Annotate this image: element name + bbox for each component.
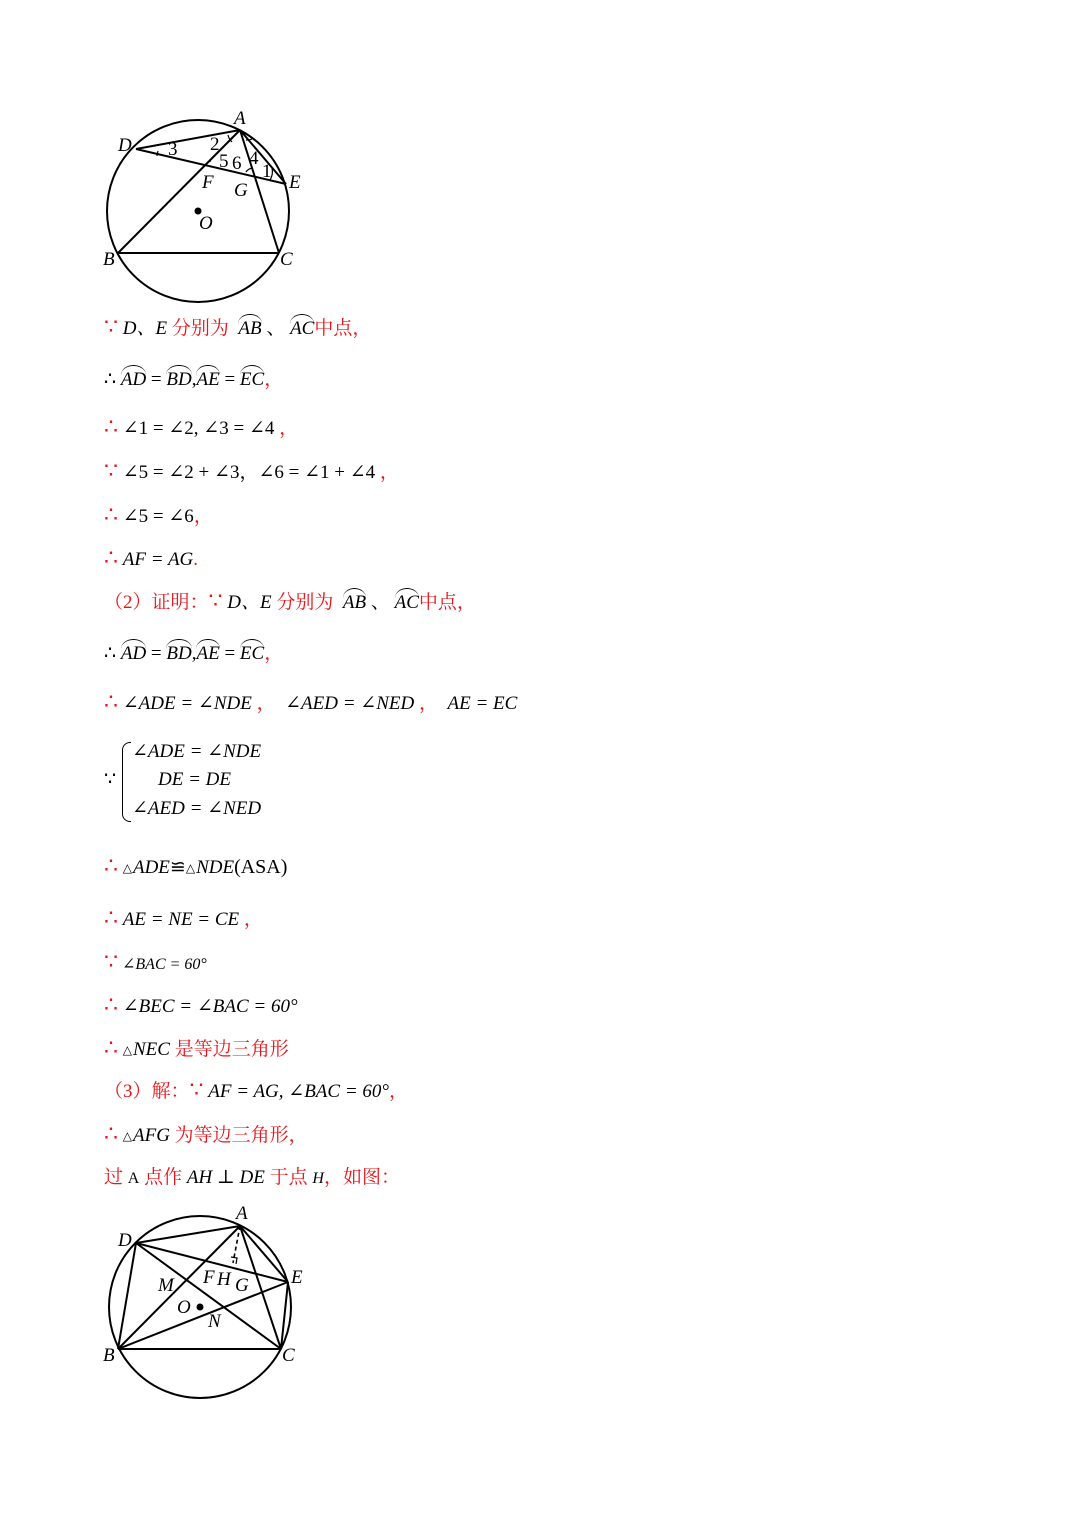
triangle-icon: △ <box>122 1129 132 1143</box>
line-afg-equilateral: ∴ △AFG 为等边三角形， <box>104 1121 308 1146</box>
angle-6: 6 <box>232 153 242 174</box>
line-ae-ne-ce: ∴ AE = NE = CE ， <box>104 905 263 930</box>
line-part3-solution: （3）解：∵ AF = AG, ∠BAC = 60°， <box>104 1077 409 1102</box>
label-g-2: G <box>235 1275 249 1296</box>
congruence-conditions: ∵ ∠ADE = ∠NDE DE = DE ∠AED = ∠NED <box>104 740 404 824</box>
line-angle-ade-nde: ∴ ∠ADE = ∠NDE ， ∠AED = ∠NED ， AE = EC <box>104 689 518 714</box>
label-o-2: O <box>177 1297 191 1318</box>
label-h-2: H <box>217 1269 231 1290</box>
line-angle-equalities: ∴ ∠1 = ∠2, ∠3 = ∠4 ， <box>104 414 299 439</box>
label-a: A <box>234 108 246 129</box>
label-b: B <box>103 249 115 270</box>
label-a-2: A <box>236 1203 248 1224</box>
label-m-2: M <box>158 1275 174 1296</box>
angle-1: 1 <box>262 161 272 182</box>
line-angle-bac: ∵ ∠BAC = 60° <box>104 949 207 974</box>
label-c: C <box>280 249 293 270</box>
line-arc-equalities-2: ∴ AD = BD,AE = EC， <box>104 638 283 667</box>
label-g: G <box>234 180 248 201</box>
label-d-2: D <box>118 1230 132 1251</box>
line-angle5-eq-angle6: ∴ ∠5 = ∠6， <box>104 502 213 527</box>
line-nec-equilateral: ∴ △NEC 是等边三角形 <box>104 1035 289 1060</box>
label-e-2: E <box>291 1267 303 1288</box>
angle-2: 2 <box>210 134 220 155</box>
label-f-2: F <box>203 1267 215 1288</box>
line-arc-equalities: ∴ AD = BD,AE = EC， <box>104 364 283 393</box>
figure-circle-1 <box>100 105 310 305</box>
label-o: O <box>199 213 213 234</box>
label-b-2: B <box>103 1345 115 1366</box>
left-brace <box>122 742 131 822</box>
label-f: F <box>202 172 214 193</box>
line-congruent-triangles: ∴ △ADE≌△NDE(ASA) <box>104 853 288 878</box>
line-construct-ah: 过 A 点作 AH ⊥ DE 于点 H，如图： <box>104 1167 400 1188</box>
line-angle-bec: ∴ ∠BEC = ∠BAC = 60° <box>104 992 298 1017</box>
line-exterior-angles: ∵ ∠5 = ∠2 + ∠3，∠6 = ∠1 + ∠4 ， <box>104 458 399 483</box>
label-c-2: C <box>282 1345 295 1366</box>
angle-3: 3 <box>168 139 178 160</box>
triangle-icon: △ <box>185 861 196 875</box>
triangle-icon: △ <box>122 861 132 875</box>
line-af-eq-ag: ∴ AF = AG. <box>104 545 199 570</box>
angle-5: 5 <box>219 151 229 172</box>
triangle-icon: △ <box>122 1043 132 1057</box>
angle-4: 4 <box>249 148 259 169</box>
label-d: D <box>118 135 132 156</box>
line-given-midpoints: ∵ D、E 分别为 AB 、 AC中点， <box>104 314 372 339</box>
label-n-2: N <box>208 1311 221 1332</box>
label-e: E <box>289 172 301 193</box>
line-part2-proof: （2）证明：∵ D、E 分别为 AB 、 AC中点， <box>104 588 476 613</box>
figure-circle-2 <box>100 1200 315 1405</box>
